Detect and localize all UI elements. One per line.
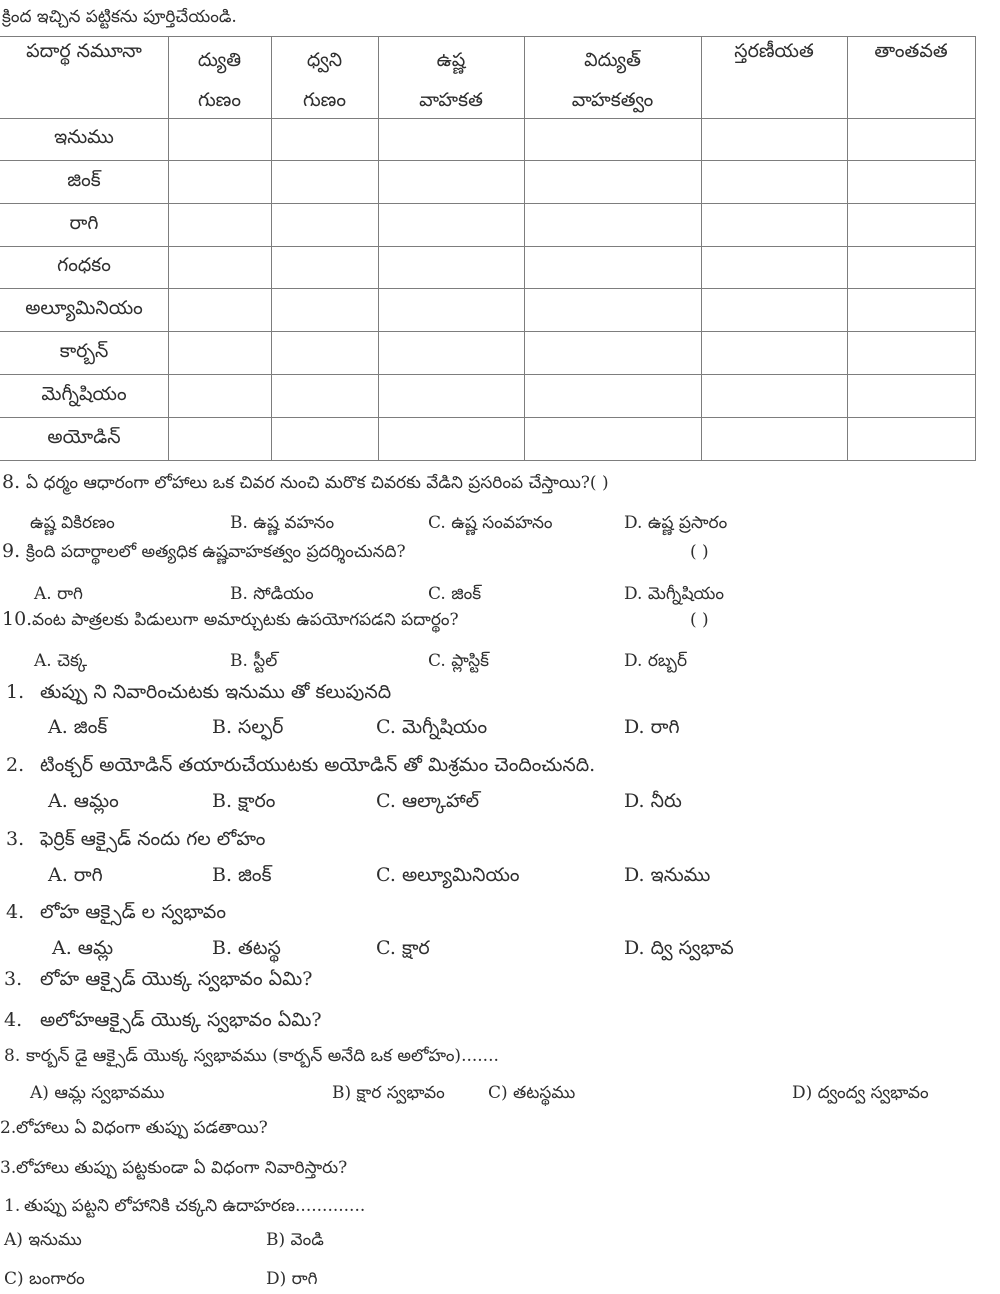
question-10-option-a: A. చెక్క: [34, 651, 88, 671]
question-3-text: ఫెర్రిక్ ఆక్సైడ్ నందు గల లోహం: [40, 828, 266, 850]
question-9-option-b: B. సోడియం: [230, 584, 314, 604]
question-8b-option-b: B) క్షార స్వభావం: [332, 1083, 445, 1103]
question-1b-option-c: C) బంగారం: [4, 1269, 85, 1289]
question-4-text: లోహ ఆక్సైడ్ ల స్వభావం: [40, 901, 226, 923]
header-ductility: [847, 40, 975, 67]
question-1b-number: 1.: [4, 1196, 21, 1216]
question-2-option-b: B. క్షారం: [212, 790, 276, 812]
question-10-number: 10.: [2, 608, 33, 630]
question-4-option-d: D. ద్వి స్వభావ: [624, 937, 734, 959]
table-row-carbon: కార్బన్: [59, 340, 109, 362]
header-sonority-line1: ధ్వని: [306, 49, 343, 71]
question-10-bracket: ( ): [690, 610, 709, 630]
question-2-text: టింక్చర్ అయోడిన్ తయారుచేయుటకు అయోడిన్ తో మిశ్రమం చెందించునది.: [40, 754, 596, 776]
table-row-iodine: అయోడిన్: [47, 426, 121, 448]
question-2-option-a: A. ఆమ్లం: [48, 790, 119, 812]
question-8b-option-a: A) ఆమ్ల స్వభావము: [30, 1083, 165, 1103]
question-10-option-b: B. స్టీల్: [230, 651, 278, 671]
question-3b-text: లోహ ఆక్సైడ్ యొక్క స్వభావం ఏమి?: [40, 968, 313, 990]
question-8-number: 8.: [2, 471, 21, 493]
question-1b-option-d: D) రాగి: [266, 1269, 318, 1289]
question-2b-text: లోహాలు ఏ విధంగా తుప్పు పడతాయి?: [16, 1118, 268, 1138]
table-row-copper: రాగి: [69, 212, 99, 234]
question-8b-number: 8.: [4, 1046, 21, 1066]
question-2-option-c: C. ఆల్కాహాల్: [376, 790, 480, 812]
table-row-zinc: జింక్: [67, 169, 101, 191]
question-2b-number: 2.: [0, 1118, 17, 1138]
question-2-option-d: D. నీరు: [624, 790, 682, 812]
question-4-option-a: A. ఆమ్ల: [52, 937, 114, 959]
question-3-option-c: C. అల్యూమినియం: [376, 864, 520, 886]
question-4-option-b: B. తటస్థ: [212, 937, 281, 959]
header-electric-line1: విద్యుత్: [584, 49, 641, 71]
question-8-option-b: B. ఉష్ణ వహనం: [230, 513, 335, 533]
header-malleability-label: స్తరణీయత: [734, 40, 814, 62]
question-8b-option-c: C) తటస్థము: [488, 1083, 576, 1103]
question-1-option-a: A. జింక్: [48, 716, 108, 738]
question-10-option-c: C. ప్లాస్టిక్: [428, 651, 490, 671]
question-3-number: 3.: [6, 828, 25, 850]
header-electrical-conductivity: [524, 40, 701, 120]
question-4b-text: అలోహఆక్సైడ్ యొక్క స్వభావం ఏమి?: [40, 1009, 322, 1031]
header-sample: [0, 40, 168, 67]
question-3b-number: 3.: [4, 968, 23, 990]
header-lustre-line1: ద్యుతి: [197, 49, 242, 71]
header-heat-conductivity: [378, 40, 524, 120]
header-lustre: [168, 40, 271, 120]
question-4-number: 4.: [6, 901, 25, 923]
header-lustre-line2: గుణం: [198, 89, 241, 111]
question-1-option-c: C. మెగ్నీషియం: [376, 716, 488, 738]
header-malleability: [701, 40, 847, 67]
table-row-sulphur: గంధకం: [57, 254, 111, 276]
question-8b-text: కార్బన్ డై ఆక్సైడ్ యొక్క స్వభావము (కార్బన్ అనేది ఒక అలోహం).......: [26, 1046, 499, 1066]
question-8-option-d: D. ఉష్ణ ప్రసారం: [624, 513, 728, 533]
question-9-option-a: A. రాగి: [34, 584, 83, 604]
header-sonority: [271, 40, 378, 120]
question-9-option-c: C. జింక్: [428, 584, 482, 604]
question-3c-number: 3.: [0, 1158, 17, 1178]
question-1-option-d: D. రాగి: [624, 716, 680, 738]
question-3-option-b: B. జింక్: [212, 864, 272, 886]
question-9-bracket: ( ): [690, 542, 709, 562]
table-row-iron: ఇనుము: [54, 126, 114, 148]
header-heat-line2: వాహకత: [419, 89, 483, 111]
question-1-option-b: B. సల్ఫర్: [212, 716, 284, 738]
question-4-option-c: C. క్షార: [376, 937, 430, 959]
question-1b-option-a: A) ఇనుము: [4, 1230, 82, 1250]
question-9-number: 9.: [2, 540, 21, 562]
question-10-option-d: D. రబ్బర్: [624, 651, 688, 671]
question-8-option-a: ఉష్ణ వికిరణం: [30, 513, 115, 533]
header-ductility-label: తాంతవత: [874, 40, 948, 62]
header-sample-label: పదార్థ నమూనా: [26, 40, 142, 62]
question-3-option-a: A. రాగి: [48, 864, 103, 886]
header-electric-line2: వాహకత్వం: [571, 89, 654, 111]
question-8-text: ఏ ధర్మం ఆధారంగా లోహాలు ఒక చివర నుంచి మరొక చివరకు వేడిని ప్రసరింప చేస్తాయి?( ): [26, 473, 609, 493]
question-1b-text: తుప్పు పట్టని లోహానికి చక్కని ఉదాహరణ.............: [24, 1196, 366, 1216]
instruction-text: క్రింద ఇచ్చిన పట్టికను పూర్తిచేయండి.: [2, 7, 237, 27]
question-9-text: క్రింది పదార్థాలలో అత్యధిక ఉష్ణవాహకత్వం ప్రదర్శించునది?: [26, 542, 406, 562]
question-10-text: వంట పాత్రలకు పిడులుగా అమార్చుటకు ఉపయోగపడని పదార్థం?: [32, 610, 459, 630]
question-4b-number: 4.: [4, 1009, 23, 1031]
header-heat-line1: ఉష్ణ: [436, 49, 466, 71]
question-3c-text: లోహాలు తుప్పు పట్టకుండా ఏ విధంగా నివారిస్తారు?: [16, 1158, 348, 1178]
question-1-number: 1.: [6, 681, 25, 703]
question-1b-option-b: B) వెండి: [266, 1230, 324, 1250]
question-8-option-c: C. ఉష్ణ సంవహనం: [428, 513, 553, 533]
question-8b-option-d: D) ద్వంద్వ స్వభావం: [792, 1083, 929, 1103]
table-row-magnesium: మెగ్నీషియం: [41, 383, 127, 405]
question-9-option-d: D. మెగ్నీషియం: [624, 584, 725, 604]
header-sonority-line2: గుణం: [303, 89, 346, 111]
question-2-number: 2.: [6, 754, 25, 776]
table-row-aluminium: అల్యూమినియం: [25, 297, 143, 319]
question-1-text: తుప్పు ని నివారించుటకు ఇనుము తో కలుపునది: [40, 681, 392, 703]
question-3-option-d: D. ఇనుము: [624, 864, 711, 886]
